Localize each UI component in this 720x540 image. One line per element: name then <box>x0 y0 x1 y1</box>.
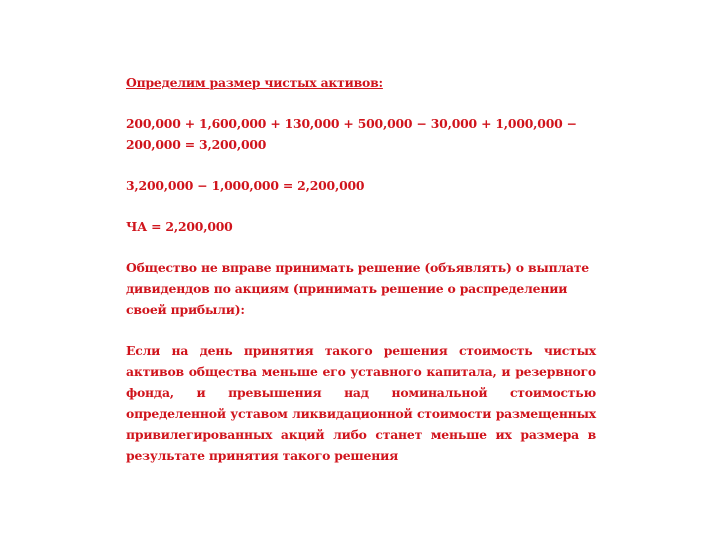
sum-expression: 200,000 + 1,600,000 + 130,000 + 500,000 − 30,000 + 1,000,000 − 200,000 = 3,200,000 <box>126 116 577 152</box>
net-assets-result: ЧА = 2,200,000 <box>126 219 233 234</box>
difference-expression: 3,200,000 − 1,000,000 = 2,200,000 <box>126 178 365 193</box>
dividend-rule-condition: Если на день принятия такого решения стоимость чистых активов общества меньше его уставного капитала, и резервного фонда, и превышения над номинальной стоимостью определенной уставом ликвидационной стоимости размещенных привилегированных акций либо станет меньше их размера в результате принятия такого решения <box>126 343 596 463</box>
dividend-rule-intro: Общество не вправе принимать решение (объявлять) о выплате дивидендов по акциям (принимать решение о распределении своей прибыли): <box>126 260 589 317</box>
slide-heading: Определим размер чистых активов: <box>126 75 383 90</box>
slide-content <box>126 72 596 486</box>
